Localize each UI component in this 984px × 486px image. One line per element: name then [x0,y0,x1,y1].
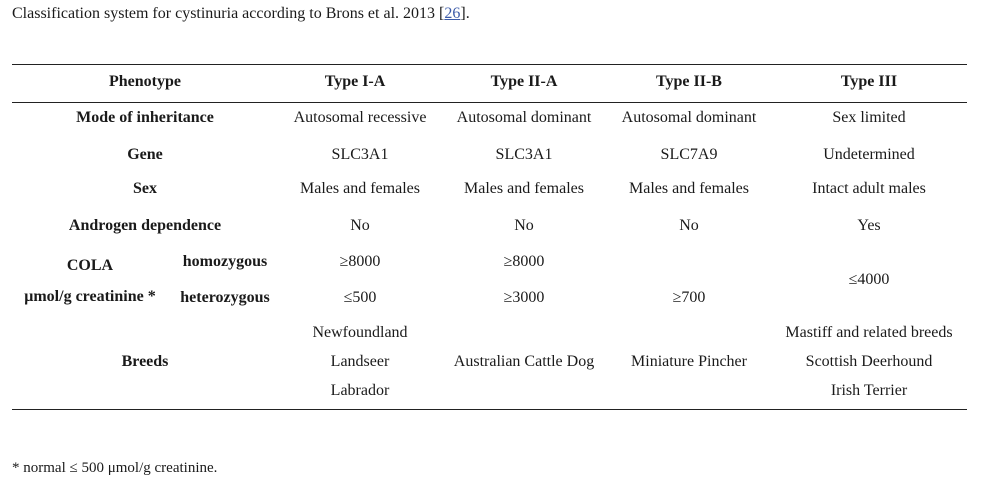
caption-text: Classification system for cystinuria according to Brons et al. 2013 [ [12,5,445,22]
cell-cola-hetero-2b: ≥700 [672,289,706,306]
row-label-gene: Gene [127,146,163,163]
cell-cola-homo-2a: ≥8000 [503,253,545,270]
cell-sex-2a: Males and females [464,180,584,197]
row-label-breeds: Breeds [121,353,169,370]
table-header-rule [12,102,967,103]
cell-breed-3-2: Scottish Deerhound [805,353,933,370]
cell-gene-2b: SLC7A9 [660,146,718,163]
cell-sex-3: Intact adult males [812,180,926,197]
cell-sex-1a: Males and females [300,180,420,197]
cell-breed-2a: Australian Cattle Dog [453,353,595,370]
caption-close: ]. [460,5,470,22]
reference-link[interactable]: 26 [444,5,461,22]
table-caption [12,3,470,25]
row-label-androgen: Androgen dependence [68,217,222,234]
cell-androgen-3: Yes [857,217,881,234]
header-phenotype: Phenotype [109,73,181,90]
cell-androgen-2a: No [514,217,534,234]
header-type-1a: Type I-A [324,73,386,90]
header-type-2b: Type II-B [656,73,722,90]
cell-breed-3-3: Irish Terrier [830,382,908,399]
cell-sex-2b: Males and females [629,180,749,197]
cell-breed-1a-2: Landseer [330,353,390,370]
cell-breed-1a-1: Newfoundland [312,324,408,341]
cell-cola-homo-1a: ≥8000 [339,253,381,270]
cell-breed-3-1: Mastiff and related breeds [785,324,953,341]
header-type-3: Type III [840,73,898,90]
cell-inheritance-1a: Autosomal recessive [293,109,427,126]
row-label-cola-unit: μmol/g creatinine * [24,288,156,305]
cell-breed-1a-3: Labrador [330,382,390,399]
table-footnote: * normal ≤ 500 μmol/g creatinine. [12,460,218,476]
cell-gene-1a: SLC3A1 [331,146,389,163]
cell-inheritance-2a: Autosomal dominant [456,109,592,126]
cell-breed-2b: Miniature Pincher [631,353,747,370]
cell-cola-hetero-1a: ≤500 [343,289,377,306]
table-top-rule [12,64,967,65]
cell-androgen-2b: No [679,217,699,234]
row-label-inheritance: Mode of inheritance [76,109,214,126]
cell-cola-hetero-2a: ≥3000 [503,289,545,306]
cell-gene-2a: SLC3A1 [495,146,553,163]
cell-cola-3: ≤4000 [848,271,890,288]
header-type-2a: Type II-A [490,73,558,90]
cell-inheritance-3: Sex limited [832,109,906,126]
sublabel-homozygous: homozygous [182,253,268,270]
cell-gene-3: Undetermined [823,146,915,163]
row-label-sex: Sex [133,180,157,197]
table-bottom-rule [12,409,967,410]
sublabel-heterozygous: heterozygous [180,289,270,306]
cell-inheritance-2b: Autosomal dominant [621,109,757,126]
row-label-cola: COLA [66,257,114,274]
cell-androgen-1a: No [350,217,370,234]
